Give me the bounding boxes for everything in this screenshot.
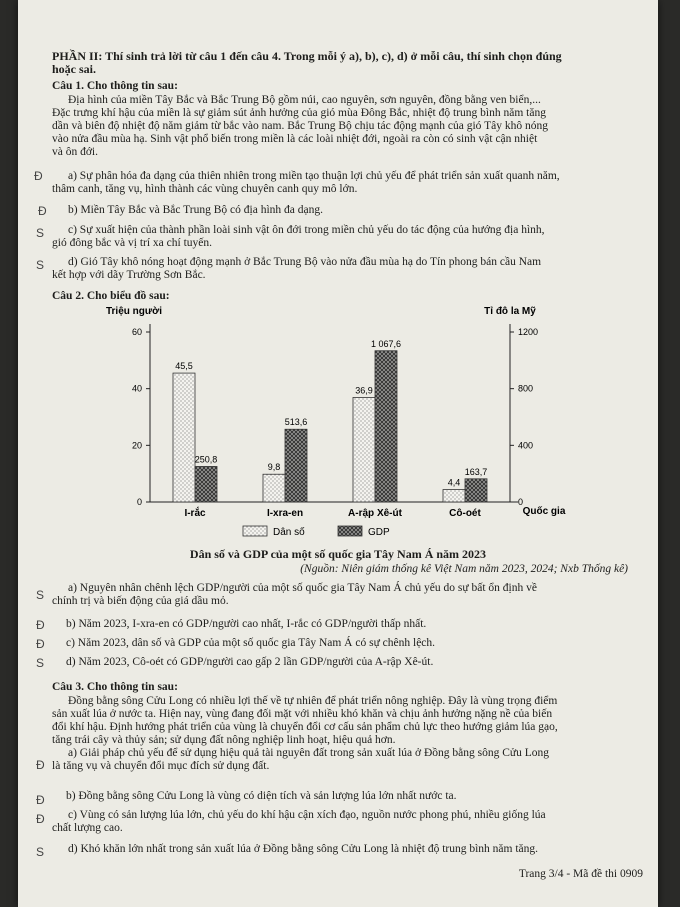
left-tick-label: 60 bbox=[131, 327, 142, 337]
exam-page bbox=[18, 0, 658, 907]
legend-label: Dân số bbox=[273, 527, 305, 538]
q3-option-c-line: c) Vùng có sản lượng lúa lớn, chủ yếu do khí hậu cận xích đạo, nguồn nước phong phú, nhiều giống lúa bbox=[68, 809, 546, 821]
bar-value-label: 45,5 bbox=[175, 361, 193, 372]
q2-title: Câu 2. Cho biểu đồ sau: bbox=[52, 290, 170, 302]
population-bar bbox=[263, 474, 285, 502]
category-label: A-rập Xê-út bbox=[348, 508, 402, 519]
left-axis-title: Triệu người bbox=[105, 306, 163, 317]
q2-option-a-line: chính trị và biến động của giá dầu mỏ. bbox=[52, 595, 229, 607]
q1-option-c bbox=[52, 224, 652, 250]
bar-value-label: 163,7 bbox=[464, 466, 488, 477]
q2-option-c: c) Năm 2023, dân số và GDP của một số quốc gia Tây Nam Á có sự chênh lệch. bbox=[66, 637, 436, 649]
q1-passage-line: và ôn đới. bbox=[52, 146, 99, 158]
category-label: I-xra-en bbox=[266, 508, 304, 519]
category-label: Cô-oét bbox=[449, 508, 481, 519]
handwritten-mark: Đ bbox=[38, 204, 47, 218]
q3-passage-line: đổi khí hậu. Định hướng phát triển của vùng là chuyển đổi cơ cấu sản phẩm chủ lực theo hướng giảm lúa gạo, bbox=[52, 721, 558, 733]
part-heading-cont: hoặc sai. bbox=[52, 62, 97, 76]
handwritten-mark: Đ bbox=[36, 812, 45, 826]
legend-swatch bbox=[243, 526, 267, 536]
q1-option-a bbox=[52, 170, 652, 196]
gdp-bar bbox=[285, 429, 307, 502]
q2-option-b: b) Năm 2023, I-xra-en có GDP/người cao nhất, I-rắc có GDP/người thấp nhất. bbox=[66, 618, 427, 630]
right-tick-label: 800 bbox=[518, 383, 534, 394]
legend-swatch bbox=[338, 526, 362, 536]
handwritten-mark: S bbox=[36, 845, 45, 859]
handwritten-mark: S bbox=[36, 588, 45, 602]
handwritten-mark: S bbox=[36, 258, 45, 272]
q3-passage-line: sản xuất lúa ở nước ta. Hiện nay, vùng đang đối mặt với nhiều khó khăn và chịu ảnh hưởng nặng nề của biến bbox=[52, 708, 553, 720]
bar-value-label: 9,8 bbox=[267, 462, 281, 473]
handwritten-mark: Đ bbox=[36, 793, 45, 807]
category-label: I-rắc bbox=[184, 508, 206, 519]
bar-value-label: 36,9 bbox=[355, 385, 373, 396]
q1-passage bbox=[52, 94, 652, 159]
bar-value-label: 513,6 bbox=[284, 417, 308, 428]
q1-option-c-line: c) Sự xuất hiện của thành phần loài sinh vật ôn đới trong miền chủ yếu do tác động của hướng địa hình, bbox=[68, 224, 545, 236]
chart-caption: Dân số và GDP của một số quốc gia Tây Nam Á năm 2023 bbox=[189, 547, 487, 561]
q3-option-a bbox=[52, 747, 652, 773]
q1-passage-line: Đặc trưng khí hậu của miền là sự giảm sút ảnh hưởng của gió mùa Đông Bắc, nhiệt độ trung bình năm tăng bbox=[52, 107, 546, 119]
population-bar bbox=[443, 490, 465, 502]
population-gdp-chart bbox=[78, 302, 598, 552]
q2-option-d: d) Năm 2023, Cô-oét có GDP/người cao gấp 2 lần GDP/người của A-rập Xê-út. bbox=[66, 656, 434, 668]
q1-option-d bbox=[52, 256, 652, 282]
handwritten-mark: Đ bbox=[36, 637, 45, 651]
x-axis-title: Quốc gia bbox=[522, 506, 566, 517]
q3-passage bbox=[52, 695, 652, 747]
bar-value-label: 1 067,6 bbox=[370, 338, 402, 349]
q1-option-a-line: thâm canh, tăng vụ, hình thành các vùng chuyên canh quy mô lớn. bbox=[52, 183, 358, 195]
handwritten-mark: Đ bbox=[36, 618, 45, 632]
q1-option-c-line: gió đông bắc và vị trí xa chí tuyến. bbox=[52, 237, 213, 249]
q3-option-b: b) Đồng bằng sông Cửu Long là vùng có diện tích và sản lượng lúa lớn nhất nước ta. bbox=[66, 790, 457, 802]
population-bar bbox=[353, 397, 375, 502]
part-heading: PHẦN II: Thí sinh trả lời từ câu 1 đến câu 4. Trong mỗi ý a), b), c), d) ở mỗi câu, thí sinh chọn đúng bbox=[52, 49, 562, 63]
q1-option-d-line: d) Gió Tây khô nóng hoạt động mạnh ở Bắc Trung Bộ vào nửa đầu mùa hạ do Tín phong bán cầu Nam bbox=[68, 256, 542, 268]
left-tick-label: 0 bbox=[136, 497, 142, 507]
q2-option-a-line: a) Nguyên nhân chênh lệch GDP/người của một số quốc gia Tây Nam Á chủ yếu do sự bất ổn định về bbox=[68, 582, 537, 594]
handwritten-mark: Đ bbox=[34, 169, 43, 183]
q3-passage-line: Đồng bằng sông Cửu Long có nhiều lợi thế về tự nhiên để phát triển nông nghiệp. Đây là vùng trọng điểm bbox=[68, 695, 558, 707]
right-axis-title: Tỉ đô la Mỹ bbox=[484, 306, 536, 317]
handwritten-mark: Đ bbox=[36, 758, 45, 772]
q3-option-c bbox=[52, 809, 652, 835]
q1-title: Câu 1. Cho thông tin sau: bbox=[52, 80, 178, 92]
q3-option-a-line: là tăng vụ và chuyển đổi mục đích sử dụng đất. bbox=[52, 760, 270, 772]
q3-title: Câu 3. Cho thông tin sau: bbox=[52, 681, 178, 693]
q1-option-b: b) Miền Tây Bắc và Bắc Trung Bộ có địa hình đa dạng. bbox=[68, 204, 323, 216]
bar-value-label: 250,8 bbox=[194, 454, 218, 465]
q3-option-c-line: chất lượng cao. bbox=[52, 822, 123, 834]
q3-option-a-line: a) Giải pháp chủ yếu để sử dụng hiệu quả tài nguyên đất trong sản xuất lúa ở Đồng bằng sông Cửu Long bbox=[68, 747, 550, 759]
legend-label: GDP bbox=[368, 527, 390, 538]
bar-value-label: 4,4 bbox=[447, 477, 461, 488]
left-tick-label: 20 bbox=[131, 440, 142, 451]
q1-passage-line: Địa hình của miền Tây Bắc và Bắc Trung Bộ gồm núi, cao nguyên, sơn nguyên, đồng bằng ven biển,... bbox=[68, 94, 541, 106]
right-tick-label: 400 bbox=[518, 440, 534, 451]
q1-passage-line: dần và biên độ nhiệt độ năm giảm từ bắc vào nam. Bắc Trung Bộ chịu tác động mạnh của gió Tây khô nóng bbox=[52, 120, 548, 132]
chart-source: (Nguồn: Niên giám thống kê Việt Nam năm 2023, 2024; Nxb Thống kê) bbox=[300, 563, 628, 575]
gdp-bar bbox=[465, 479, 487, 502]
handwritten-mark: S bbox=[36, 656, 45, 670]
page-footer: Trang 3/4 - Mã đề thi 0909 bbox=[518, 868, 643, 880]
left-tick-label: 40 bbox=[131, 383, 142, 394]
q1-option-a-line: a) Sự phân hóa đa dạng của thiên nhiên trong miền tạo thuận lợi chủ yếu để phát triển sản xuất quanh năm, bbox=[68, 170, 560, 182]
q3-option-d: d) Khó khăn lớn nhất trong sản xuất lúa ở Đồng bằng sông Cửu Long là nhiệt độ trung bình năm tăng. bbox=[68, 843, 539, 855]
right-tick-label: 1200 bbox=[518, 327, 539, 337]
handwritten-mark: S bbox=[36, 226, 45, 240]
q3-passage-line: tăng trái cây và thủy sản; sử dụng đất nông nghiệp linh hoạt, hiệu quả hơn. bbox=[52, 734, 396, 746]
q1-option-d-line: kết hợp với dãy Trường Sơn Bắc. bbox=[52, 269, 206, 281]
population-bar bbox=[173, 373, 195, 502]
right-tick-label: 0 bbox=[518, 497, 524, 507]
gdp-bar bbox=[375, 351, 397, 502]
gdp-bar bbox=[195, 466, 217, 502]
q1-passage-line: vào nửa đầu mùa hạ. Sinh vật phổ biến trong miền là các loài nhiệt đới, ngoài ra còn có sinh vật cận nhiệt bbox=[52, 133, 538, 145]
q2-option-a bbox=[52, 582, 652, 608]
